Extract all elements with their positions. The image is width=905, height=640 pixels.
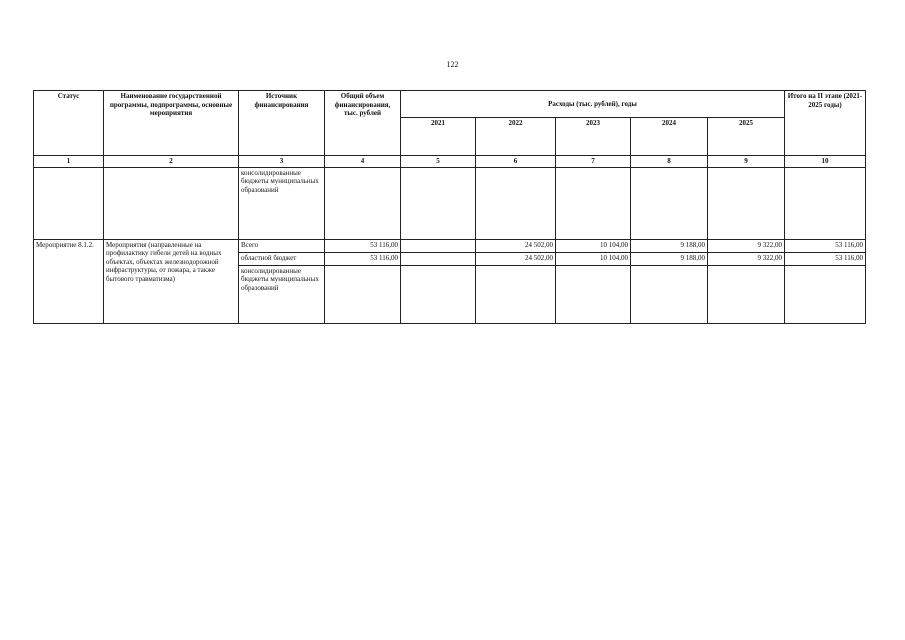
cell-result [785, 167, 866, 239]
cell-2024 [631, 167, 708, 239]
cell-2025: 9 322,00 [708, 252, 785, 265]
cell-2021 [401, 239, 476, 252]
cell-2025 [708, 167, 785, 239]
budget-table [33, 90, 866, 324]
cell-2022 [476, 167, 556, 239]
cell-total [325, 265, 401, 323]
cell-result: 53 116,00 [785, 239, 866, 252]
table-row [34, 239, 866, 252]
cell-2023: 10 104,00 [556, 252, 631, 265]
page-number: 122 [446, 60, 459, 69]
cell-2024: 9 188,00 [631, 252, 708, 265]
col-num-8: 8 [631, 156, 708, 168]
cell-2021 [401, 167, 476, 239]
cell-total: 53 116,00 [325, 252, 401, 265]
col-num-4: 4 [325, 156, 401, 168]
header-year-2023: 2023 [556, 118, 631, 156]
col-num-9: 9 [708, 156, 785, 168]
cell-2023 [556, 265, 631, 323]
header-total: Общий объем финансирования, тыс. рублей [325, 91, 401, 156]
cell-total [325, 167, 401, 239]
header-year-2024: 2024 [631, 118, 708, 156]
cell-status [34, 167, 104, 239]
column-number-row [34, 156, 866, 168]
cell-name [104, 167, 239, 239]
table-row [34, 167, 866, 239]
header-source: Источник финансирования [239, 91, 325, 156]
col-num-5: 5 [401, 156, 476, 168]
cell-source: областной бюджет [239, 252, 325, 265]
cell-result [785, 265, 866, 323]
header-year-2022: 2022 [476, 118, 556, 156]
header-expenses: Расходы (тыс. рублей), годы [401, 91, 785, 118]
cell-source: консолидированные бюджеты муниципальных образований [239, 265, 325, 323]
col-num-10: 10 [785, 156, 866, 168]
cell-source: консолидированные бюджеты муниципальных образований [239, 167, 325, 239]
col-num-3: 3 [239, 156, 325, 168]
cell-name: Мероприятия (направленные на профилактику гибели детей на водных объектах, объектах железнодорожной инфраструктуры, от пожара, а также бытового травматизма) [104, 239, 239, 323]
cell-2022: 24 502,00 [476, 252, 556, 265]
cell-2025: 9 322,00 [708, 239, 785, 252]
cell-2023: 10 104,00 [556, 239, 631, 252]
cell-source: Всего [239, 239, 325, 252]
header-year-2021: 2021 [401, 118, 476, 156]
cell-2023 [556, 167, 631, 239]
cell-2022 [476, 265, 556, 323]
cell-2022: 24 502,00 [476, 239, 556, 252]
cell-result: 53 116,00 [785, 252, 866, 265]
col-num-7: 7 [556, 156, 631, 168]
cell-2024: 9 188,00 [631, 239, 708, 252]
col-num-2: 2 [104, 156, 239, 168]
cell-2021 [401, 265, 476, 323]
header-status: Статус [34, 91, 104, 156]
header-name: Наименование государственной программы, подпрограммы, основные мероприятия [104, 91, 239, 156]
header-year-2025: 2025 [708, 118, 785, 156]
col-num-1: 1 [34, 156, 104, 168]
cell-2024 [631, 265, 708, 323]
cell-2021 [401, 252, 476, 265]
cell-2025 [708, 265, 785, 323]
col-num-6: 6 [476, 156, 556, 168]
cell-status: Мероприятие 8.1.2. [34, 239, 104, 323]
header-result: Итого на II этапе (2021-2025 годы) [785, 91, 866, 156]
cell-total: 53 116,00 [325, 239, 401, 252]
